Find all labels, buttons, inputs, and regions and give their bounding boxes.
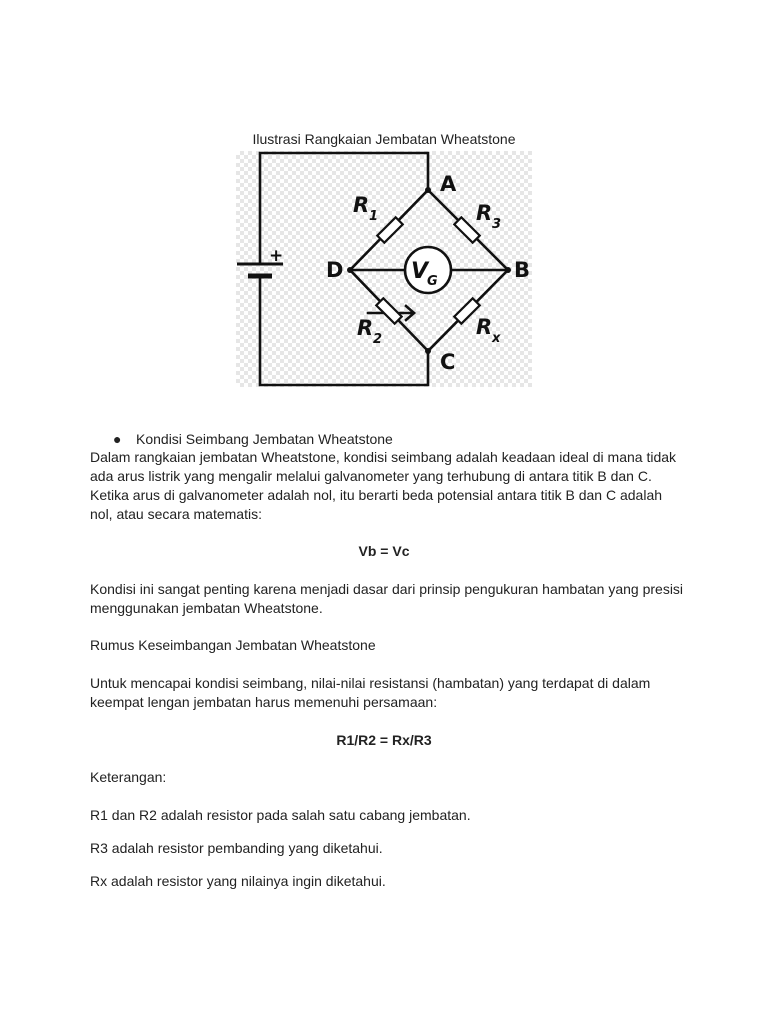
- list-item: R3 adalah resistor pembanding yang diketahui.: [90, 840, 383, 856]
- rx-label: R: [476, 315, 493, 339]
- keterangan-label: Keterangan:: [90, 769, 167, 785]
- figure-caption: Ilustrasi Rangkaian Jembatan Wheatstone: [252, 131, 516, 147]
- r3-subscript: 3: [492, 217, 502, 232]
- r1-label: R: [353, 193, 370, 217]
- wire-top: [260, 153, 428, 264]
- circuit-svg: [236, 151, 532, 387]
- text-line: nol, atau secara matematis:: [90, 506, 262, 522]
- formula-vb-vc: Vb = Vc: [358, 543, 410, 559]
- node-d-dot: [347, 267, 353, 273]
- node-b-dot: [505, 267, 511, 273]
- resistor-r2: [376, 298, 401, 323]
- galvanometer-g-subscript: G: [427, 274, 438, 289]
- text-line: keempat lengan jembatan harus memenuhi persamaan:: [90, 694, 438, 710]
- wire-bottom: [260, 276, 428, 385]
- text-line: Ketika arus di galvanometer adalah nol, itu berarti beda potensial antara titik B dan C adalah: [90, 487, 663, 503]
- rx-subscript: x: [492, 331, 501, 346]
- r1-subscript: 1: [369, 209, 379, 224]
- text-line: menggunakan jembatan Wheatstone.: [90, 600, 323, 616]
- r2-subscript: 2: [373, 332, 383, 347]
- battery-plus-label: +: [269, 246, 284, 266]
- paragraph-importance: [90, 580, 690, 618]
- list-item: R1 dan R2 adalah resistor pada salah satu cabang jembatan.: [90, 807, 471, 823]
- formula-r-ratio: R1/R2 = Rx/R3: [336, 732, 432, 748]
- bullet-icon: ●: [113, 431, 122, 447]
- node-a-label: A: [440, 172, 457, 196]
- node-a-dot: [425, 187, 431, 193]
- section-heading-formula: Rumus Keseimbangan Jembatan Wheatstone: [90, 637, 376, 653]
- list-item: Rx adalah resistor yang nilainya ingin diketahui.: [90, 873, 386, 889]
- galvanometer-v-label: V: [411, 259, 429, 284]
- node-c-label: C: [440, 350, 456, 374]
- node-d-label: D: [326, 258, 344, 282]
- paragraph-balance-condition: [90, 448, 690, 524]
- r3-label: R: [476, 201, 493, 225]
- resistor-r1: [377, 217, 402, 242]
- text-line: Untuk mencapai kondisi seimbang, nilai-nilai resistansi (hambatan) yang terdapat di dalam: [90, 675, 651, 691]
- wheatstone-bridge-diagram: [236, 151, 532, 387]
- text-line: ada arus listrik yang mengalir melalui galvanometer yang terhubung di antara titik B dan C.: [90, 468, 652, 484]
- bullet-heading: Kondisi Seimbang Jembatan Wheatstone: [136, 431, 393, 447]
- r2-label: R: [357, 316, 374, 340]
- text-line: Kondisi ini sangat penting karena menjadi dasar dari prinsip pengukuran hambatan yang presisi: [90, 581, 684, 597]
- text-line: Dalam rangkaian jembatan Wheatstone, kondisi seimbang adalah keadaan ideal di mana tidak: [90, 449, 677, 465]
- node-c-dot: [425, 348, 431, 354]
- paragraph-balance-requirement: [90, 674, 690, 712]
- node-b-label: B: [514, 258, 531, 282]
